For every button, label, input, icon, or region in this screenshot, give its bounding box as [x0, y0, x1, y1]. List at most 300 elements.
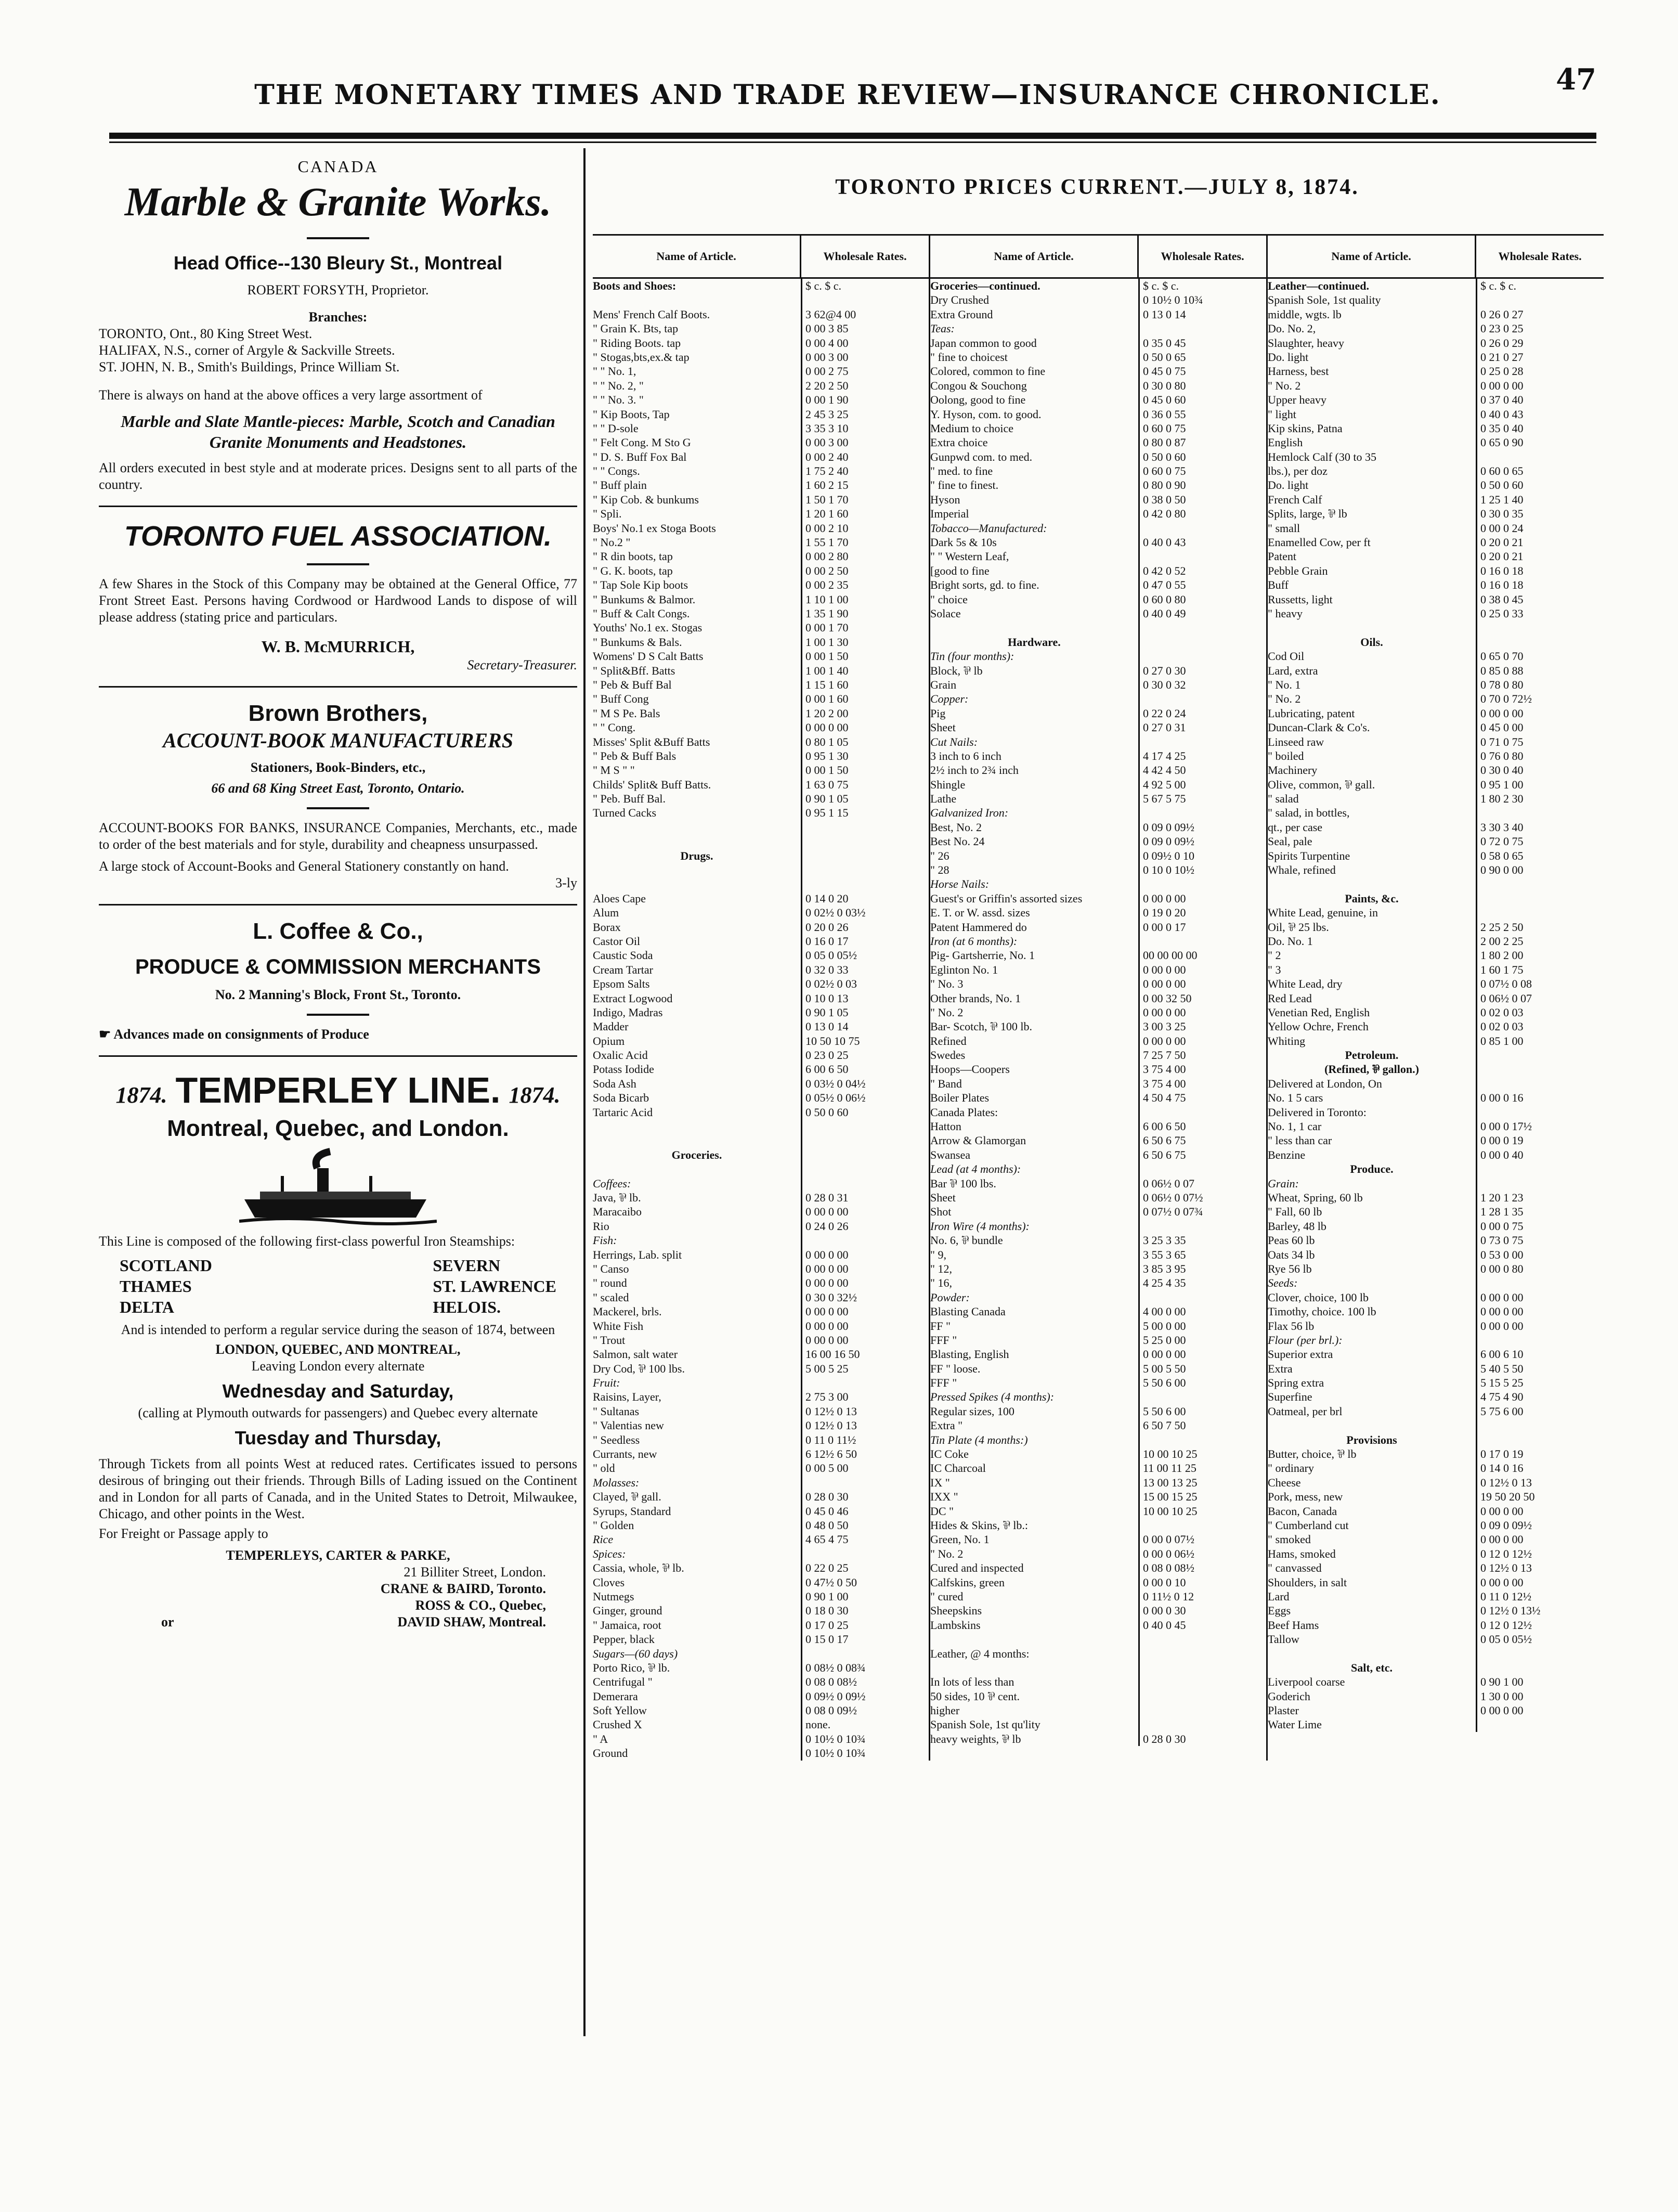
article-name: Oxalic Acid: [593, 1049, 648, 1062]
price-row: [593, 435, 929, 449]
price-row: [930, 1376, 1266, 1390]
article-name: Molasses:: [593, 1476, 640, 1489]
article-name: Leather, @ 4 months:: [930, 1647, 1030, 1660]
wholesale-rate: 0 00 0 00: [1138, 963, 1266, 977]
article-name: Provisions: [1346, 1433, 1397, 1446]
wholesale-rate: 0 00 3 00: [801, 350, 929, 364]
wholesale-rate: 0 47 0 55: [1138, 578, 1266, 592]
coffee-note: [99, 1026, 577, 1043]
wholesale-rate: [1138, 934, 1266, 948]
price-row: [593, 749, 929, 763]
article-name: Borax: [593, 920, 621, 934]
wholesale-rate: [801, 1119, 929, 1133]
article-name: Superfine: [1268, 1390, 1312, 1404]
wholesale-rate: 0 00 0 40: [1476, 1148, 1604, 1162]
price-row: [593, 1333, 929, 1347]
wholesale-rate: 4 25 4 35: [1138, 1276, 1266, 1290]
article-name: Shoulders, in salt: [1268, 1575, 1347, 1589]
temperley-agent-address: 21 Billiter Street, London.: [404, 1564, 546, 1580]
article-name: Arrow & Glamorgan: [930, 1134, 1026, 1147]
price-row: [593, 1418, 929, 1432]
article-name: Pork, mess, new: [1268, 1490, 1343, 1504]
wholesale-rate: 0 00 0 00: [801, 1248, 929, 1262]
price-row: [593, 991, 929, 1005]
wholesale-rate: 5 50 6 00: [1138, 1404, 1266, 1418]
wholesale-rate: [801, 834, 929, 848]
article-name: " M S " ": [593, 764, 635, 777]
price-row: [930, 393, 1266, 407]
wholesale-rate: 2 45 3 25: [801, 407, 929, 421]
article-name: Aloes Cape: [593, 891, 646, 905]
brown-p2: A large stock of Account-Books and General Stationery constantly on hand.: [99, 859, 509, 874]
price-row: [593, 1119, 929, 1133]
coffee-title: L. Coffee & Co.,: [253, 919, 423, 944]
wholesale-rate: 3 55 3 65: [1138, 1248, 1266, 1262]
article-name: " canvassed: [1268, 1561, 1322, 1575]
article-name: Machinery: [1268, 764, 1318, 777]
price-row: [593, 649, 929, 663]
wholesale-rate: [801, 820, 929, 834]
wholesale-rate: 0 14 0 20: [801, 891, 929, 906]
temperley-ships: [99, 1255, 577, 1317]
price-row: [930, 606, 1266, 620]
article-name: Other brands, No. 1: [930, 991, 1021, 1005]
price-row: [1268, 578, 1604, 592]
wholesale-rate: 4 50 4 75: [1138, 1091, 1266, 1105]
wholesale-rate: [1138, 649, 1266, 663]
price-row: [1268, 1547, 1604, 1561]
article-name: No. 1, 1 car: [1268, 1120, 1322, 1133]
wholesale-rate: 0 60 0 65: [1476, 464, 1604, 478]
brown-subtitle: ACCOUNT-BOOK MANUFACTURERS: [163, 729, 513, 752]
price-row: [1268, 834, 1604, 848]
article-name: Soda Ash: [593, 1077, 636, 1090]
article-name: [1268, 877, 1476, 891]
article-name: Linseed raw: [1268, 735, 1324, 748]
wholesale-rate: 0 14 0 16: [1476, 1461, 1604, 1475]
article-name: Hyson: [930, 493, 960, 506]
price-row: [1268, 1105, 1604, 1119]
wholesale-rate: 0 80 0 87: [1138, 435, 1266, 449]
article-name: FF ": [930, 1319, 951, 1333]
prices-column: [593, 234, 930, 1761]
wholesale-rate: 0 00 0 00: [1476, 1532, 1604, 1546]
article-name: Petroleum.: [1345, 1049, 1399, 1062]
price-row: [1268, 535, 1604, 549]
price-row: [593, 549, 929, 563]
or-label: or: [161, 1614, 174, 1629]
brown-ad: [99, 700, 577, 891]
wholesale-rate: 5 50 6 00: [1138, 1376, 1266, 1390]
wholesale-rate: [1476, 1162, 1604, 1176]
wholesale-rate: 0 60 0 75: [1138, 464, 1266, 478]
article-name: " Fall, 60 lb: [1268, 1205, 1322, 1219]
wholesale-rate: [1476, 1062, 1604, 1076]
prices-column: [930, 234, 1268, 1761]
wholesale-rate: 0 26 0 29: [1476, 336, 1604, 350]
wholesale-rate: 0 07½ 0 07¾: [1138, 1205, 1266, 1219]
wholesale-rate: 0 40 0 43: [1476, 407, 1604, 421]
price-row: [930, 963, 1266, 977]
article-name: Bar- Scotch, ⅌ 100 lb.: [930, 1020, 1033, 1033]
price-row: [593, 1433, 929, 1447]
article-name: Do. light: [1268, 478, 1309, 492]
article-name: Syrups, Standard: [593, 1504, 671, 1518]
price-row: [930, 1333, 1266, 1347]
wholesale-rate: [1138, 1689, 1266, 1703]
wholesale-rate: 0 42 0 80: [1138, 507, 1266, 521]
price-row: [930, 1689, 1266, 1703]
wholesale-rate: 0 28 0 30: [1138, 1732, 1266, 1746]
article-name: Olive, common, ⅌ gall.: [1268, 778, 1375, 791]
article-name: " 26: [930, 849, 949, 862]
price-row: [593, 692, 929, 706]
wholesale-rate: [801, 293, 929, 307]
article-name: " Kip Boots, Tap: [593, 407, 670, 421]
wholesale-rate: 1 30 0 00: [1476, 1689, 1604, 1703]
rate-header: Wholesale Rates.: [1137, 236, 1266, 277]
price-row: [593, 963, 929, 977]
price-row: [1268, 1418, 1604, 1432]
wholesale-rate: 4 75 4 90: [1476, 1390, 1604, 1404]
price-row: [593, 578, 929, 592]
price-row: [930, 1632, 1266, 1646]
article-name: [593, 293, 801, 307]
wholesale-rate: 0 03½ 0 04½: [801, 1077, 929, 1091]
price-row: [1268, 1490, 1604, 1504]
wholesale-rate: 0 13 0 14: [801, 1019, 929, 1033]
price-row: [593, 635, 929, 649]
price-row: [930, 1005, 1266, 1019]
price-row: [593, 336, 929, 350]
article-name: Hardware.: [1008, 635, 1061, 649]
wholesale-rate: 6 12½ 6 50: [801, 1447, 929, 1461]
price-row: [1268, 849, 1604, 863]
price-row: [930, 364, 1266, 378]
wholesale-rate: 0 00 0 00: [801, 1276, 929, 1290]
article-name: Porto Rico, ⅌ lb.: [593, 1661, 670, 1674]
article-name: Whiting: [1268, 1034, 1306, 1047]
article-name: Sheet: [930, 1191, 956, 1204]
wholesale-rate: 0 30 0 32: [1138, 678, 1266, 692]
price-row: [1268, 778, 1604, 792]
article-name: Demerara: [593, 1689, 638, 1703]
price-row: [1268, 635, 1604, 649]
price-row: [930, 1347, 1266, 1361]
prices-column-header: [930, 234, 1266, 279]
marble-p3: All orders executed in best style and at moderate prices. Designs sent to all parts of the country.: [99, 460, 577, 492]
price-row: [593, 535, 929, 549]
price-row: [1268, 1404, 1604, 1418]
wholesale-rate: 6 00 6 50: [1138, 1119, 1266, 1133]
wholesale-rate: 0 65 0 90: [1476, 435, 1604, 449]
price-row: [593, 1347, 929, 1361]
price-row: [930, 834, 1266, 848]
price-row: [593, 464, 929, 478]
wholesale-rate: [1476, 877, 1604, 891]
article-name: Tallow: [1268, 1633, 1299, 1646]
price-row: [593, 450, 929, 464]
price-row: [1268, 1717, 1604, 1731]
price-row: [1268, 620, 1604, 635]
price-row: [930, 421, 1266, 435]
price-row: [930, 1390, 1266, 1404]
wholesale-rate: 0 47½ 0 50: [801, 1575, 929, 1589]
wholesale-rate: 0 00 0 07½: [1138, 1532, 1266, 1546]
price-row: [593, 1575, 929, 1589]
wholesale-rate: 0 71 0 75: [1476, 735, 1604, 749]
wholesale-rate: 0 00 0 17½: [1476, 1119, 1604, 1133]
article-name: Cream Tartar: [593, 963, 653, 976]
price-row: [1268, 1290, 1604, 1304]
wholesale-rate: 16 00 16 50: [801, 1347, 929, 1361]
article-name: Lard, extra: [1268, 664, 1318, 677]
wholesale-rate: [1138, 806, 1266, 820]
price-row: [930, 1476, 1266, 1490]
article-name: " 3: [1268, 963, 1281, 976]
article-name: Castor Oil: [593, 934, 641, 948]
price-row: [593, 1304, 929, 1318]
article-name: French Calf: [1268, 493, 1322, 506]
wholesale-rate: 6 50 6 75: [1138, 1133, 1266, 1147]
article-name: Lard: [1268, 1589, 1290, 1603]
price-row: [1268, 1461, 1604, 1475]
article-name: Oils.: [1360, 635, 1383, 649]
article-name: Spanish Sole, 1st qu'lity: [930, 1718, 1040, 1731]
ship-name: DELTA: [120, 1298, 174, 1316]
wholesale-rate: [801, 1148, 929, 1162]
wholesale-rate: [801, 1476, 929, 1490]
article-name: " No. 2: [1268, 692, 1301, 706]
price-row: [1268, 934, 1604, 948]
temperley-calling: (calling at Plymouth outwards for passengers) and Quebec every alternate: [138, 1405, 538, 1420]
wholesale-rate: 0 00 0 17: [1138, 920, 1266, 934]
article-name: FF " loose.: [930, 1362, 981, 1375]
article-name: " Trout: [593, 1333, 626, 1347]
brown-title: Brown Brothers,: [248, 701, 428, 726]
temperley-apply: For Freight or Passage apply to: [99, 1526, 268, 1541]
wholesale-rate: [1138, 1703, 1266, 1717]
wholesale-rate: 0 02½ 0 03: [801, 977, 929, 991]
wholesale-rate: 0 28 0 30: [801, 1490, 929, 1504]
price-row: [1268, 1675, 1604, 1689]
price-row: [930, 806, 1266, 820]
price-row: [930, 1532, 1266, 1546]
price-row: [930, 877, 1266, 891]
article-name: Pig- Gartsherrie, No. 1: [930, 949, 1035, 962]
price-row: [1268, 806, 1604, 820]
wholesale-rate: [1138, 1162, 1266, 1176]
article-name: Rice: [593, 1533, 614, 1546]
price-row: [930, 1077, 1266, 1091]
wholesale-rate: [801, 1547, 929, 1561]
article-name: " less than car: [1268, 1134, 1332, 1147]
article-name: Extra ": [930, 1419, 963, 1432]
article-name: Dry Cod, ⅌ 100 lbs.: [593, 1362, 685, 1375]
wholesale-rate: 0 60 0 80: [1138, 592, 1266, 606]
price-row: [1268, 1603, 1604, 1618]
article-name: Eggs: [1268, 1604, 1291, 1618]
wholesale-rate: 0 80 0 90: [1138, 478, 1266, 492]
price-row: [1268, 1191, 1604, 1205]
coffee-subtitle: PRODUCE & COMMISSION MERCHANTS: [135, 955, 541, 978]
wholesale-rate: $ c. $ c.: [1476, 279, 1604, 293]
wholesale-rate: 0 95 1 15: [801, 806, 929, 820]
price-row: [593, 307, 929, 321]
wholesale-rate: [1476, 1176, 1604, 1191]
brown-p1: ACCOUNT-BOOKS FOR BANKS, INSURANCE Companies, Merchants, etc., made to order of the best materials and for style, durability and cheapness unsurpassed.: [99, 820, 577, 852]
temperley-route: Montreal, Quebec, and London.: [167, 1116, 509, 1141]
wholesale-rate: 0 60 0 75: [1138, 421, 1266, 435]
marble-branch: ST. JOHN, N. B., Smith's Buildings, Prince William St.: [99, 359, 400, 374]
wholesale-rate: 0 32 0 33: [801, 963, 929, 977]
article-name: " Sultanas: [593, 1404, 640, 1418]
price-row: [1268, 393, 1604, 407]
article-name: " Peb & Buff Bals: [593, 749, 677, 762]
steamship-icon: [239, 1147, 437, 1225]
fuel-body: A few Shares in the Stock of this Company may be obtained at the General Office, 77 Front Street East. Persons having Cordwood or Hardwood Lands to dispose of will please address (stating price and particulars.: [99, 576, 577, 625]
wholesale-rate: 0 20 0 21: [1476, 535, 1604, 549]
marble-branch: HALIFAX, N.S., corner of Argyle & Sackville Streets.: [99, 343, 395, 358]
price-row: [1268, 435, 1604, 449]
article-name: " " Western Leaf,: [930, 550, 1009, 563]
price-row: [593, 279, 929, 293]
article-name: Buff: [1268, 578, 1289, 592]
article-name: Clover, choice, 100 lb: [1268, 1290, 1369, 1304]
price-row: [593, 678, 929, 692]
article-name: Dry Crushed: [930, 293, 990, 307]
price-row: [930, 336, 1266, 350]
article-name: (Refined, ⅌ gallon.): [1324, 1063, 1419, 1076]
price-row: [593, 720, 929, 734]
article-name: Soda Bicarb: [593, 1091, 649, 1105]
article-name: " light: [1268, 407, 1296, 421]
price-row: [593, 1276, 929, 1290]
article-name: " M S Pe. Bals: [593, 706, 660, 720]
brown-address: 66 and 68 King Street East, Toronto, Ontario.: [211, 781, 465, 796]
wholesale-rate: 0 85 0 88: [1476, 664, 1604, 678]
wholesale-rate: 0 45 0 60: [1138, 393, 1266, 407]
price-row: [930, 664, 1266, 678]
price-row: [930, 1162, 1266, 1176]
wholesale-rate: 0 00 0 00: [1476, 1575, 1604, 1589]
wholesale-rate: 0 10½ 0 10¾: [1138, 293, 1266, 307]
article-name: Misses' Split &Buff Batts: [593, 735, 710, 748]
article-name: " Golden: [593, 1518, 634, 1532]
article-name: Hides & Skins, ⅌ lb.:: [930, 1518, 1028, 1532]
name-header: Name of Article.: [1331, 250, 1411, 263]
wholesale-rate: 3 25 3 35: [1138, 1233, 1266, 1247]
price-row: [930, 635, 1266, 649]
price-row: [1268, 1518, 1604, 1532]
wholesale-rate: [1476, 635, 1604, 649]
wholesale-rate: 0 50 0 65: [1138, 350, 1266, 364]
price-row: [930, 1034, 1266, 1048]
wholesale-rate: 1 35 1 90: [801, 606, 929, 620]
divider: [307, 1014, 369, 1016]
wholesale-rate: 0 17 0 25: [801, 1618, 929, 1632]
article-name: " R din boots, tap: [593, 550, 673, 563]
wholesale-rate: 0 35 0 45: [1138, 336, 1266, 350]
article-name: Coffees:: [593, 1176, 631, 1190]
price-row: [1268, 1148, 1604, 1162]
wholesale-rate: [1138, 1647, 1266, 1661]
article-name: Harness, best: [1268, 365, 1329, 378]
wholesale-rate: [1476, 1433, 1604, 1447]
price-row: [593, 1732, 929, 1746]
wholesale-rate: 0 13 0 14: [1138, 307, 1266, 321]
article-name: Paints, &c.: [1345, 891, 1399, 905]
price-row: [930, 906, 1266, 920]
wholesale-rate: [1138, 1632, 1266, 1646]
article-name: Enamelled Cow, per ft: [1268, 536, 1371, 549]
price-row: [1268, 521, 1604, 535]
wholesale-rate: 0 07½ 0 08: [1476, 977, 1604, 991]
price-row: [1268, 1532, 1604, 1546]
price-row: [930, 578, 1266, 592]
wholesale-rate: 4 65 4 75: [801, 1532, 929, 1546]
wholesale-rate: [1138, 1390, 1266, 1404]
price-row: [1268, 1362, 1604, 1376]
article-name: " G. K. boots, tap: [593, 564, 673, 577]
article-name: [1268, 620, 1476, 635]
article-name: Russetts, light: [1268, 592, 1333, 606]
wholesale-rate: 0 00 0 00: [801, 720, 929, 734]
temperley-agent: DAVID SHAW, Montreal.: [397, 1614, 546, 1629]
price-row: [593, 735, 929, 749]
wholesale-rate: 3 75 4 00: [1138, 1062, 1266, 1076]
article-name: Galvanized Iron:: [930, 806, 1009, 820]
article-name: Venetian Red, English: [1268, 1005, 1370, 1019]
article-name: Sheepskins: [930, 1604, 982, 1618]
price-row: [930, 1205, 1266, 1219]
article-name: Cassia, whole, ⅌ lb.: [593, 1561, 684, 1575]
wholesale-rate: [1476, 293, 1604, 307]
wholesale-rate: 1 50 1 70: [801, 493, 929, 507]
article-name: [930, 1632, 1138, 1646]
wholesale-rate: 0 37 0 40: [1476, 393, 1604, 407]
article-name: Best No. 24: [930, 835, 985, 848]
price-row: [1268, 592, 1604, 606]
ship-name: THAMES: [120, 1277, 192, 1296]
article-name: Swedes: [930, 1049, 966, 1062]
price-row: [593, 364, 929, 378]
article-name: [good to fine: [930, 564, 990, 577]
wholesale-rate: 0 23 0 25: [1476, 321, 1604, 335]
article-name: Imperial: [930, 507, 969, 521]
article-name: In lots of less than: [930, 1675, 1014, 1689]
wholesale-rate: 3 62@4 00: [801, 307, 929, 321]
article-name: [593, 863, 801, 877]
wholesale-rate: 0 16 0 17: [801, 934, 929, 948]
price-row: [593, 1248, 929, 1262]
divider: [307, 807, 369, 809]
price-row: [1268, 379, 1604, 393]
price-row: [930, 735, 1266, 749]
wholesale-rate: 0 00 2 10: [801, 521, 929, 535]
wholesale-rate: $ c. $ c.: [801, 279, 929, 293]
price-row: [1268, 1176, 1604, 1191]
wholesale-rate: [1476, 891, 1604, 906]
price-row: [1268, 1632, 1604, 1646]
price-row: [593, 393, 929, 407]
article-name: Maracaibo: [593, 1205, 642, 1219]
wholesale-rate: 0 23 0 25: [801, 1048, 929, 1062]
article-name: Boys' No.1 ex Stoga Boots: [593, 521, 716, 535]
price-row: [593, 1005, 929, 1019]
article-name: [593, 1119, 801, 1133]
price-row: [593, 478, 929, 492]
